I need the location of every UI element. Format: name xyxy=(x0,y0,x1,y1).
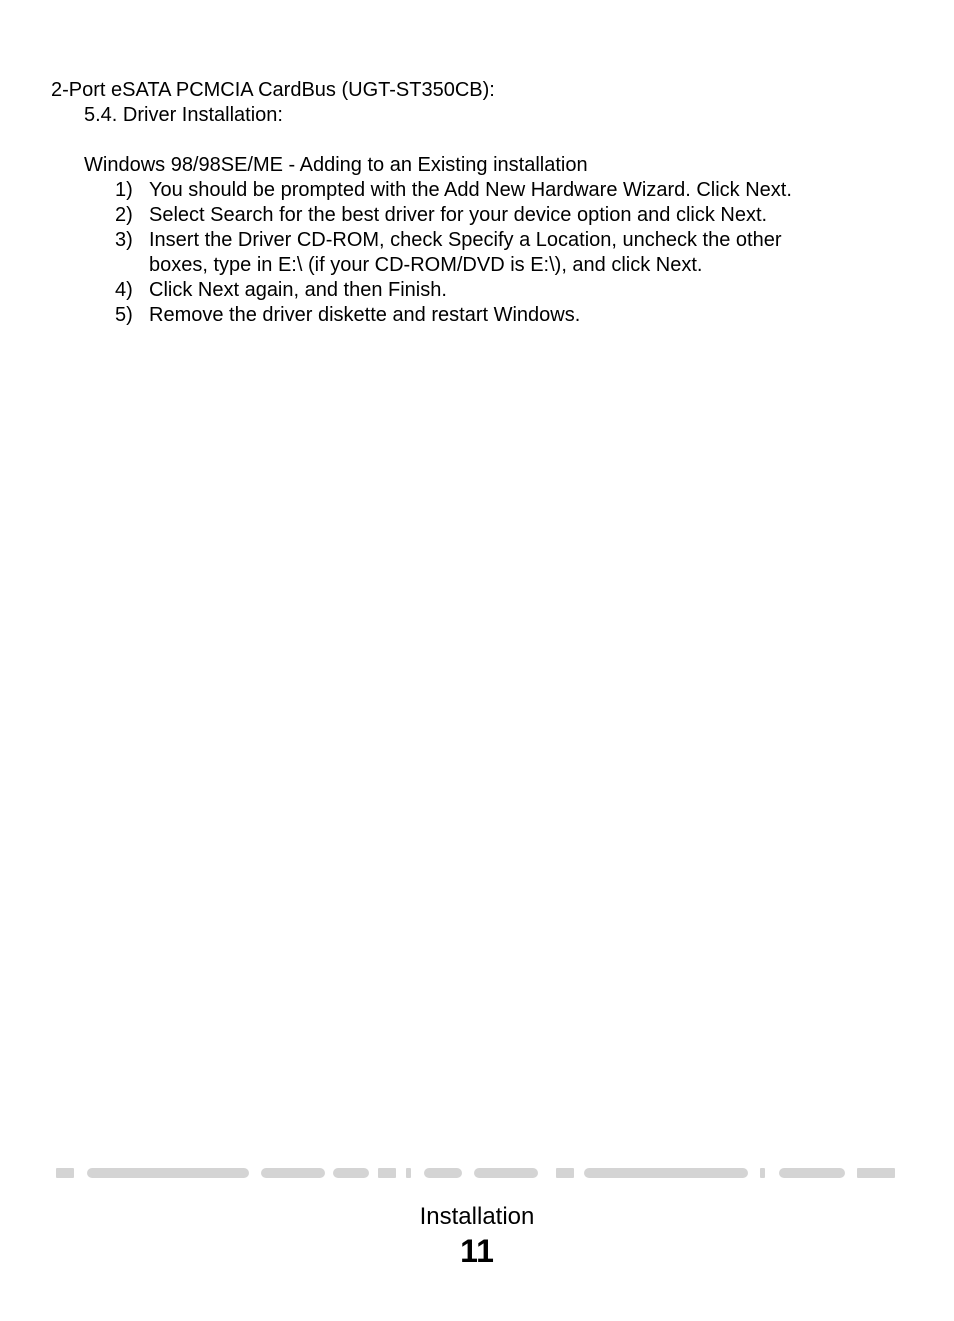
divider-segment xyxy=(779,1168,845,1178)
step-text: Remove the driver diskette and restart Windows. xyxy=(149,304,581,326)
divider-segment xyxy=(760,1168,765,1178)
step-number: 1) xyxy=(115,179,133,201)
divider-segment xyxy=(56,1168,74,1178)
divider-segment xyxy=(333,1168,369,1178)
divider-segment xyxy=(424,1168,462,1178)
list-item xyxy=(115,278,447,303)
divider-segment xyxy=(406,1168,411,1178)
step-number: 3) xyxy=(115,229,133,251)
os-heading: Windows 98/98SE/ME - Adding to an Existing installation xyxy=(84,154,588,176)
step-text: You should be prompted with the Add New Hardware Wizard. Click Next. xyxy=(149,179,792,201)
divider-segment xyxy=(584,1168,748,1178)
divider-segment xyxy=(857,1168,895,1178)
section-heading: 5.4. Driver Installation: xyxy=(84,104,283,126)
step-text: boxes, type in E:\ (if your CD-ROM/DVD is E:\), and click Next. xyxy=(149,254,703,276)
page-number: 11 xyxy=(460,1233,494,1269)
product-title: 2-Port eSATA PCMCIA CardBus (UGT-ST350CB): xyxy=(51,79,495,101)
divider-segment xyxy=(474,1168,538,1178)
step-number: 5) xyxy=(115,304,133,326)
step-text: Click Next again, and then Finish. xyxy=(149,279,447,301)
divider-segment xyxy=(556,1168,574,1178)
list-item xyxy=(115,303,580,328)
step-text: Insert the Driver CD-ROM, check Specify a Location, uncheck the other xyxy=(149,229,782,251)
step-number: 4) xyxy=(115,279,133,301)
footer-section-label: Installation xyxy=(419,1203,535,1230)
footer-divider xyxy=(56,1168,896,1178)
divider-segment xyxy=(261,1168,325,1178)
list-item xyxy=(115,228,782,278)
list-item xyxy=(115,178,792,203)
divider-segment xyxy=(87,1168,249,1178)
step-text: Select Search for the best driver for your device option and click Next. xyxy=(149,204,768,226)
divider-segment xyxy=(378,1168,396,1178)
step-number: 2) xyxy=(115,204,133,226)
list-item xyxy=(115,203,767,228)
